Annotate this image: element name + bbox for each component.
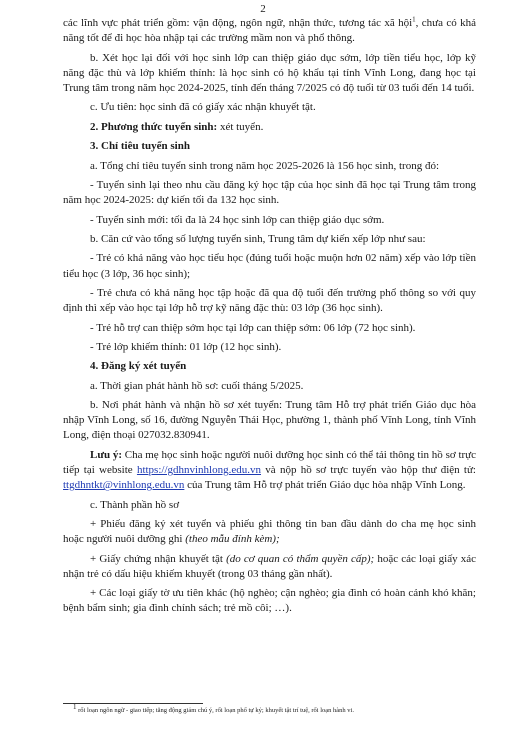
- paragraph-early-intervention: - Trẻ hỗ trợ can thiệp sớm học tại lớp can thiệp sớm: 06 lớp (72 học sinh).: [90, 321, 416, 334]
- paragraph-pre-primary: - Trẻ có khả năng vào học tiểu học (đúng tuổi hoặc muộn hơn 02 năm) xếp vào lớp tiền tiểu học (3 lớp, 36 học sinh);: [63, 252, 476, 280]
- footnote: [63, 703, 503, 715]
- paragraph-new-students: - Tuyển sinh mới: tối đa là 24 học sinh lớp can thiệp giáo dục sớm.: [90, 213, 385, 226]
- footnote-divider: [63, 703, 203, 704]
- paragraph-issue-place: b. Nơi phát hành và nhận hồ sơ xét tuyển: Trung tâm Hỗ trợ phát triển Giáo dục hòa nhập Vĩnh Long, số 16, đường Nguyễn Thái Học, phường 1, thành phố Vĩnh Long, tỉnh Vĩnh Long, điện thoại 027032.830941.: [63, 399, 476, 442]
- footnote-text: rối loạn ngôn ngữ - giao tiếp; tăng động giảm chú ý, rối loạn phổ tự kỷ; khuyết tật trí tuệ, rối loạn hành vi.: [76, 707, 354, 715]
- paragraph-total-quota: a. Tổng chỉ tiêu tuyển sinh trong năm học 2025-2026 là 156 học sinh, trong đó:: [90, 159, 439, 172]
- paragraph-dossier-priority-docs: + Các loại giấy tờ ưu tiên khác (hộ nghèo; cận nghèo; gia đình có hoàn cảnh khó khăn; bệnh bẩm sinh; gia đình chính sách; trẻ mồ côi; …).: [63, 587, 476, 615]
- paragraph-class-plan: b. Căn cứ vào tổng số lượng tuyển sinh, Trung tâm dự kiến xếp lớp như sau:: [90, 232, 426, 245]
- section-heading-method: 2. Phương thức tuyển sinh: xét tuyển.: [90, 120, 264, 133]
- website-link[interactable]: https://gdhnvinhlong.edu.vn: [136, 464, 261, 477]
- paragraph-priority: c. Ưu tiên: học sinh đã có giấy xác nhận khuyết tật.: [90, 101, 316, 114]
- paragraph-returning-students: - Tuyển sinh lại theo nhu cầu đăng ký học tập của học sinh đã học tại Trung tâm trong năm học 2024-2025: dự kiến tối đa 132 học sinh.: [63, 178, 476, 207]
- paragraph-dossier-certificate: + Giấy chứng nhận khuyết tật (do cơ quan có thẩm quyền cấp); hoặc các loại giấy xác nhận trẻ có dấu hiệu khiếm khuyết (trong 03 tháng gần nhất).: [63, 552, 477, 580]
- paragraph-dossier: c. Thành phần hồ sơ: [90, 498, 180, 511]
- document-body: [63, 16, 476, 621]
- paragraph-dossier-form: + Phiếu đăng ký xét tuyển và phiếu ghi thông tin ban đầu dành do cha mẹ học sinh hoặc người nuôi dưỡng ghi (theo mẫu đính kèm);: [63, 518, 476, 546]
- email-link[interactable]: ttgdhntkt@vinhlong.edu.vn: [63, 479, 185, 492]
- page-number: 2: [260, 3, 266, 15]
- section-heading-quota: 3. Chỉ tiêu tuyển sinh: [90, 140, 190, 153]
- paragraph-issue-time: a. Thời gian phát hành hồ sơ: cuối tháng 5/2025.: [90, 379, 304, 392]
- paragraph-readmission: b. Xét học lại đối với học sinh lớp can thiệp giáo dục sớm, lớp tiền tiểu học, lớp kỹ năng đặc thù và lớp khiếm thính: là học sinh có hộ khẩu tại tỉnh Vĩnh Long, đang học tại Trung tâm trong năm học 2024-2025, tính đến tháng 7/2025 có độ tuổi từ 03 tuổi đến 14 tuổi.: [63, 51, 476, 94]
- paragraph-special-skills: - Trẻ chưa có khả năng học tập hoặc đã qua độ tuổi đến trường phổ thông so với quy định thì xếp vào học tại lớp hỗ trợ kỹ năng đặc thù: 03 lớp (36 học sinh).: [63, 286, 476, 315]
- paragraph-hearing-impaired: - Trẻ lớp khiếm thính: 01 lớp (12 học sinh).: [90, 340, 282, 353]
- paragraph-eligibility-continued: các lĩnh vực phát triển gồm: vận động, ngôn ngữ, nhận thức, tương tác xã hội$^1$, chưa có khả năng tốt để đi học hòa nhập tại các trường mầm non và phổ thông.: [63, 15, 476, 45]
- footnote-mark: 1: [73, 703, 77, 711]
- footnote-reference: 1: [412, 15, 416, 24]
- paragraph-note: Lưu ý: Cha mẹ học sinh hoặc người nuôi dưỡng học sinh có thể tải thông tin hồ sơ trực tiếp tại website https://gdhnvinhlong.edu.vn và nộp hồ sơ trực tuyến vào hộp thư điện tử: ttgdhntkt@vinhlong.edu.vn của Trung tâm Hỗ trợ phát triển Giáo dục hòa nhập Vĩnh Long.: [63, 448, 477, 492]
- section-heading-registration: 4. Đăng ký xét tuyển: [90, 360, 187, 373]
